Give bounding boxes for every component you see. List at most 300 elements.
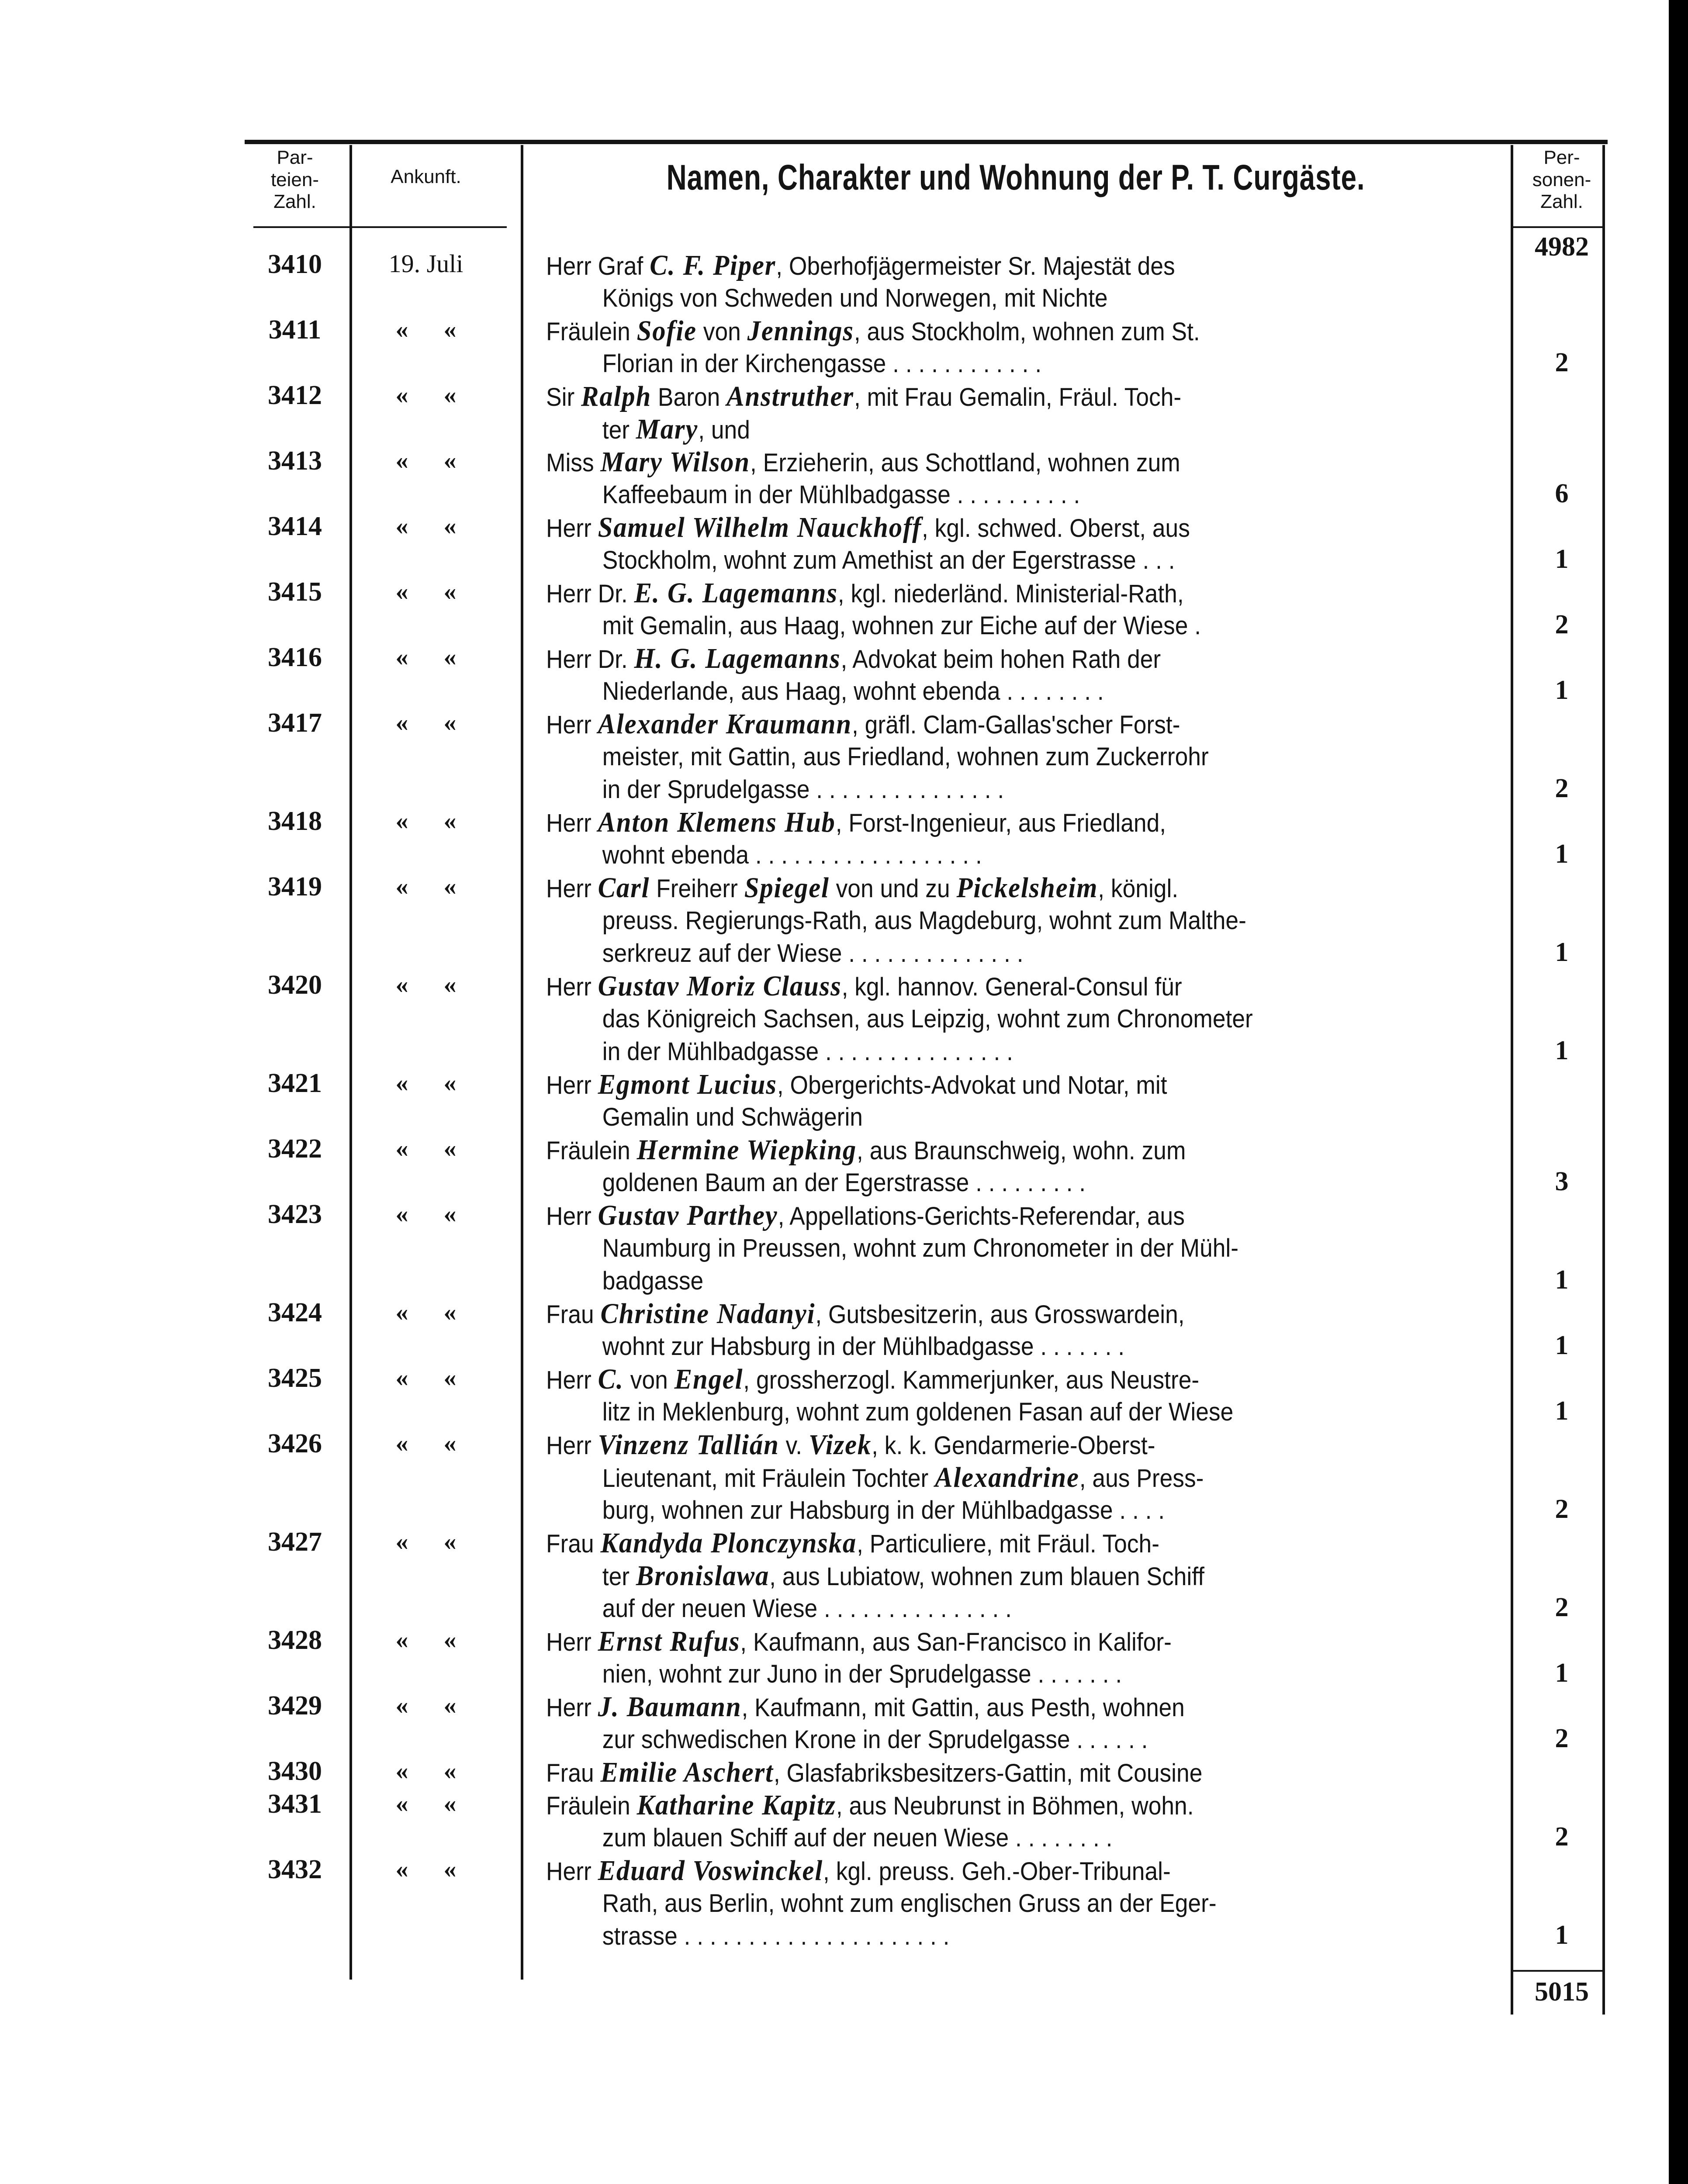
person-count: 2 bbox=[1555, 348, 1569, 377]
description-text: Fräulein bbox=[546, 1137, 637, 1165]
description-line bbox=[546, 970, 1619, 1002]
guest-name: Alexandrine bbox=[935, 1462, 1079, 1493]
ditto-mark: « bbox=[443, 1855, 457, 1883]
description-text: Herr bbox=[546, 1857, 598, 1886]
header-party-number bbox=[245, 147, 345, 213]
description-line bbox=[546, 1723, 1619, 1756]
description-line bbox=[546, 1068, 1619, 1101]
person-count: 1 bbox=[1555, 839, 1569, 869]
party-number: 3421 bbox=[268, 1068, 322, 1098]
ditto-mark: « bbox=[395, 1855, 408, 1883]
description-line bbox=[546, 1887, 1619, 1920]
person-count: 3 bbox=[1555, 1167, 1569, 1196]
ditto-mark: « bbox=[395, 1691, 408, 1719]
person-count: 1 bbox=[1555, 1265, 1569, 1295]
description-line bbox=[546, 1658, 1619, 1690]
description-line bbox=[546, 1461, 1619, 1494]
description-text: Herr bbox=[546, 1431, 598, 1460]
arrival-date bbox=[354, 708, 498, 737]
party-number: 3417 bbox=[268, 708, 322, 738]
description-text: wohnt zur Habsburg in der Mühlbadgasse . . . . . . . bbox=[602, 1332, 1125, 1361]
description-text: Herr bbox=[546, 711, 598, 739]
description-text: Florian in der Kirchengasse . . . . . . . . . . . . bbox=[602, 349, 1042, 378]
guest-name: C. F. Piper bbox=[650, 249, 776, 281]
guest-name: Jennings bbox=[747, 315, 854, 347]
arrival-date bbox=[354, 380, 498, 409]
ditto-mark: « bbox=[443, 1363, 457, 1392]
arrival-date bbox=[354, 970, 498, 999]
description-line bbox=[546, 1690, 1619, 1723]
header-persons-line-2: sonen- bbox=[1532, 169, 1591, 190]
description-line bbox=[546, 871, 1619, 904]
total-rule bbox=[1512, 1970, 1603, 1972]
description-text: Niederlande, aus Haag, wohnt ebenda . . . . . . . . bbox=[602, 677, 1104, 705]
person-count: 1 bbox=[1555, 937, 1569, 967]
header-title: Namen, Charakter und Wohnung der P. T. Curgäste. bbox=[666, 158, 1365, 197]
guest-name: H. G. Lagemanns bbox=[634, 643, 841, 674]
arrival-date bbox=[354, 1756, 498, 1785]
guest-name: Anton Klemens Hub bbox=[598, 806, 836, 838]
description-text: , kgl. schwed. Oberst, aus bbox=[922, 514, 1190, 543]
party-number: 3412 bbox=[268, 380, 322, 410]
description-text: , Particuliere, mit Fräul. Toch- bbox=[857, 1530, 1159, 1558]
person-count: 1 bbox=[1555, 675, 1569, 705]
description-line bbox=[546, 675, 1619, 708]
arrival-date bbox=[354, 806, 498, 835]
person-count: 1 bbox=[1555, 1920, 1569, 1950]
description-line bbox=[546, 1035, 1619, 1068]
description-text: , Glasfabriksbesitzers-Gattin, mit Cousine bbox=[773, 1759, 1203, 1787]
person-count: 6 bbox=[1555, 479, 1569, 508]
description-text: Herr Dr. bbox=[546, 645, 634, 674]
ditto-mark: « bbox=[443, 1298, 457, 1326]
description-line bbox=[546, 1002, 1619, 1035]
description-text: Fräulein bbox=[546, 318, 637, 346]
description-line bbox=[546, 1920, 1619, 1952]
description-text: Herr bbox=[546, 973, 598, 1001]
guest-name: Emilie Aschert bbox=[600, 1756, 774, 1788]
description-text: Miss bbox=[546, 449, 601, 477]
ditto-mark: « bbox=[395, 577, 408, 605]
description-line bbox=[546, 642, 1619, 675]
header-arrival: Ankunft. bbox=[391, 166, 461, 187]
description-text: , Oberhofjägermeister Sr. Majestät des bbox=[776, 252, 1175, 280]
description-text: meister, mit Gattin, aus Friedland, wohnen zum Zuckerrohr bbox=[602, 743, 1209, 771]
arrival-date: 19. Juli bbox=[388, 249, 464, 278]
arrival-date bbox=[354, 1527, 498, 1556]
description-line bbox=[546, 1756, 1619, 1789]
description-text: , königl. bbox=[1098, 874, 1179, 903]
description-text: Herr bbox=[546, 1366, 598, 1394]
guest-name: Vinzenz Tallián bbox=[598, 1429, 779, 1461]
ditto-mark: « bbox=[395, 970, 408, 999]
description-text: Rath, aus Berlin, wohnt zum englischen Gruss an der Eger- bbox=[602, 1889, 1217, 1918]
party-number: 3427 bbox=[268, 1527, 322, 1557]
guest-name: Katharine Kapitz bbox=[636, 1789, 836, 1821]
ditto-mark: « bbox=[395, 1625, 408, 1654]
description-line bbox=[546, 1363, 1619, 1396]
description-line bbox=[546, 1166, 1619, 1199]
guest-name: Kandyda Plonczynska bbox=[600, 1527, 857, 1559]
ditto-mark: « bbox=[443, 315, 457, 343]
description-text: , kgl. preuss. Geh.-Ober-Tribunal- bbox=[823, 1857, 1171, 1886]
ditto-mark: « bbox=[443, 577, 457, 605]
description-text: Herr bbox=[546, 514, 598, 543]
person-count: 2 bbox=[1555, 1724, 1569, 1753]
description-line bbox=[546, 314, 1619, 347]
description-text: zum blauen Schiff auf der neuen Wiese . . . . . . . . bbox=[602, 1824, 1113, 1852]
description-text: ter bbox=[602, 416, 636, 444]
arrival-date bbox=[354, 1363, 498, 1392]
description-text: Frau bbox=[546, 1759, 601, 1787]
party-number: 3414 bbox=[268, 511, 322, 541]
description-text: , Obergerichts-Advokat und Notar, mit bbox=[777, 1071, 1167, 1099]
arrival-date bbox=[354, 1297, 498, 1327]
description-line bbox=[546, 937, 1619, 970]
description-text: Sir bbox=[546, 383, 581, 411]
description-line bbox=[546, 1592, 1619, 1625]
arrival-date bbox=[354, 1789, 498, 1818]
guest-name: Mary bbox=[636, 413, 699, 445]
description-text: , grossherzogl. Kammerjunker, aus Neustre- bbox=[743, 1366, 1200, 1394]
header-underline-left bbox=[253, 226, 507, 228]
person-count: 2 bbox=[1555, 1593, 1569, 1622]
ditto-mark: « bbox=[395, 872, 408, 900]
description-line bbox=[546, 1265, 1619, 1297]
ditto-mark: « bbox=[395, 380, 408, 409]
party-number: 3423 bbox=[268, 1199, 322, 1229]
ditto-mark: « bbox=[395, 446, 408, 474]
header-party-line-1: Par- bbox=[277, 147, 313, 168]
description-line bbox=[546, 577, 1619, 609]
guest-description bbox=[546, 1068, 1688, 1133]
person-count: 2 bbox=[1555, 1494, 1569, 1524]
description-text: , Kaufmann, aus San-Francisco in Kalifor- bbox=[740, 1628, 1172, 1656]
header-person-count bbox=[1516, 147, 1608, 213]
description-text: Herr bbox=[546, 1693, 598, 1722]
ditto-mark: « bbox=[443, 511, 457, 540]
description-text: , Appellations-Gerichts-Referendar, aus bbox=[778, 1202, 1185, 1230]
party-number: 3410 bbox=[268, 249, 322, 279]
person-count: 2 bbox=[1555, 610, 1569, 639]
description-text: Herr bbox=[546, 874, 598, 903]
guest-description bbox=[546, 249, 1688, 314]
description-line bbox=[546, 1494, 1619, 1527]
description-text: von und zu bbox=[829, 874, 957, 903]
description-line bbox=[546, 740, 1619, 773]
description-line bbox=[546, 511, 1619, 544]
guest-name: Sofie bbox=[636, 315, 697, 347]
description-text: von bbox=[623, 1366, 675, 1394]
description-line bbox=[546, 839, 1619, 871]
description-text: Herr bbox=[546, 1071, 598, 1099]
description-text: preuss. Regierungs-Rath, aus Magdeburg, wohnt zum Malthe- bbox=[602, 906, 1246, 935]
guest-name: Mary Wilson bbox=[600, 446, 751, 478]
guest-description bbox=[546, 380, 1688, 446]
description-text: Herr bbox=[546, 1628, 598, 1656]
description-text: , und bbox=[698, 416, 750, 444]
description-line bbox=[546, 1396, 1619, 1428]
description-text: , kgl. hannov. General-Consul für bbox=[841, 973, 1182, 1001]
description-text: strasse . . . . . . . . . . . . . . . . . . . . . bbox=[602, 1922, 950, 1950]
description-text: , aus Stockholm, wohnen zum St. bbox=[854, 318, 1200, 346]
description-text: Baron bbox=[651, 383, 727, 411]
person-count: 1 bbox=[1555, 1330, 1569, 1360]
description-text: , Erzieherin, aus Schottland, wohnen zum bbox=[750, 449, 1180, 477]
arrival-date bbox=[354, 642, 498, 671]
description-text: in der Sprudelgasse . . . . . . . . . . . . . . . bbox=[602, 775, 1004, 804]
description-line bbox=[546, 413, 1619, 446]
ditto-mark: « bbox=[395, 1789, 408, 1818]
description-text: , aus Lubiatow, wohnen zum blauen Schiff bbox=[769, 1562, 1204, 1591]
description-text: ter bbox=[602, 1562, 636, 1591]
party-number: 3416 bbox=[268, 643, 322, 672]
description-line bbox=[546, 446, 1619, 478]
description-line bbox=[546, 904, 1619, 937]
guest-name: Engel bbox=[674, 1363, 744, 1395]
description-line bbox=[546, 1199, 1619, 1232]
description-text: auf der neuen Wiese . . . . . . . . . . . . . . . bbox=[602, 1594, 1012, 1623]
description-text: Naumburg in Preussen, wohnt zum Chronometer in der Mühl- bbox=[602, 1234, 1239, 1262]
person-count: 1 bbox=[1555, 1658, 1569, 1688]
description-line bbox=[546, 544, 1619, 577]
party-number: 3418 bbox=[268, 806, 322, 836]
description-line bbox=[546, 478, 1619, 511]
description-text: , Gutsbesitzerin, aus Grosswardein, bbox=[815, 1300, 1185, 1329]
guest-name: Gustav Parthey bbox=[598, 1199, 778, 1231]
ditto-mark: « bbox=[395, 315, 408, 343]
ditto-mark: « bbox=[443, 643, 457, 671]
ditto-mark: « bbox=[395, 806, 408, 835]
guest-name: Hermine Wiepking bbox=[636, 1134, 857, 1166]
party-number: 3413 bbox=[268, 446, 322, 476]
party-number: 3424 bbox=[268, 1298, 322, 1327]
description-line bbox=[546, 708, 1619, 740]
description-text: , gräfl. Clam-Gallas'scher Forst- bbox=[852, 711, 1180, 739]
ditto-mark: « bbox=[395, 1527, 408, 1555]
guest-name: J. Baumann bbox=[598, 1691, 742, 1723]
description-text: in der Mühlbadgasse . . . . . . . . . . . . . . . bbox=[602, 1037, 1013, 1066]
column-divider-2 bbox=[521, 145, 523, 1980]
description-text: Königs von Schweden und Norwegen, mit Nichte bbox=[602, 284, 1108, 312]
ditto-mark: « bbox=[395, 1068, 408, 1097]
description-text: , aus Press- bbox=[1079, 1464, 1204, 1493]
guest-name: E. G. Lagemanns bbox=[634, 577, 838, 609]
description-line bbox=[546, 282, 1619, 314]
ditto-mark: « bbox=[443, 1625, 457, 1654]
arrival-date bbox=[354, 1133, 498, 1163]
description-text: , aus Neubrunst in Böhmen, wohn. bbox=[836, 1792, 1194, 1820]
ditto-mark: « bbox=[395, 1298, 408, 1326]
header-persons-line-1: Per- bbox=[1543, 147, 1580, 168]
ditto-mark: « bbox=[443, 970, 457, 999]
description-text: burg, wohnen zur Habsburg in der Mühlbadgasse . . . . bbox=[602, 1496, 1165, 1524]
description-line bbox=[546, 773, 1619, 806]
description-line bbox=[546, 1789, 1619, 1821]
party-number: 3428 bbox=[268, 1625, 322, 1655]
description-line bbox=[546, 1330, 1619, 1363]
party-number: 3419 bbox=[268, 872, 322, 902]
arrival-date bbox=[354, 871, 498, 901]
person-count: 1 bbox=[1555, 544, 1569, 574]
ditto-mark: « bbox=[395, 1134, 408, 1162]
arrival-date bbox=[354, 1854, 498, 1883]
description-line bbox=[546, 249, 1619, 282]
guest-name: Christine Nadanyi bbox=[600, 1298, 816, 1330]
guest-name: Spiegel bbox=[744, 872, 830, 904]
description-text: serkreuz auf der Wiese . . . . . . . . . . . . . . bbox=[602, 939, 1024, 968]
description-line bbox=[546, 347, 1619, 380]
header-party-line-2: teien- bbox=[270, 169, 319, 190]
guest-name: Pickelsheim bbox=[956, 872, 1098, 904]
top-rule bbox=[245, 140, 1608, 144]
header-underline-right bbox=[1512, 226, 1603, 228]
party-number: 3426 bbox=[268, 1429, 322, 1458]
ditto-mark: « bbox=[443, 1429, 457, 1457]
description-text: v. bbox=[779, 1431, 809, 1460]
ditto-mark: « bbox=[443, 806, 457, 835]
description-text: , k. k. Gendarmerie-Oberst- bbox=[872, 1431, 1155, 1460]
ditto-mark: « bbox=[395, 643, 408, 671]
description-text: Stockholm, wohnt zum Amethist an der Egerstrasse . . . bbox=[602, 546, 1175, 574]
description-line bbox=[546, 1625, 1619, 1658]
person-count: 1 bbox=[1555, 1396, 1569, 1426]
description-text: goldenen Baum an der Egerstrasse . . . . . . . . . bbox=[602, 1168, 1086, 1197]
guest-name: Vizek bbox=[808, 1429, 872, 1461]
header-party-line-3: Zahl. bbox=[273, 191, 316, 213]
description-line bbox=[546, 1101, 1619, 1133]
description-text: von bbox=[696, 318, 747, 346]
description-text: Herr Graf bbox=[546, 252, 650, 280]
party-number: 3430 bbox=[268, 1756, 322, 1786]
party-number: 3411 bbox=[268, 315, 322, 345]
description-text: zur schwedischen Krone in der Sprudelgasse . . . . . . bbox=[602, 1725, 1148, 1754]
guest-name: Egmont Lucius bbox=[598, 1068, 777, 1100]
arrival-date bbox=[354, 1428, 498, 1458]
ditto-mark: « bbox=[395, 1429, 408, 1457]
party-number: 3425 bbox=[268, 1363, 322, 1393]
description-line bbox=[546, 1527, 1619, 1559]
ditto-mark: « bbox=[443, 1756, 457, 1785]
description-text: Frau bbox=[546, 1530, 601, 1558]
description-text: , Kaufmann, mit Gattin, aus Pesth, wohnen bbox=[741, 1693, 1185, 1722]
ditto-mark: « bbox=[443, 1068, 457, 1097]
description-line bbox=[546, 1133, 1619, 1166]
ditto-mark: « bbox=[395, 1363, 408, 1392]
arrival-date bbox=[354, 1690, 498, 1720]
arrival-date bbox=[354, 511, 498, 540]
description-line bbox=[546, 609, 1619, 642]
description-text: Freiherr bbox=[650, 874, 744, 903]
description-text: Kaffeebaum in der Mühlbadgasse . . . . . . . . . . bbox=[602, 480, 1080, 509]
party-number: 3432 bbox=[268, 1855, 322, 1884]
guest-name: Anstruther bbox=[726, 380, 854, 412]
column-divider-1 bbox=[349, 145, 352, 1980]
description-text: , mit Frau Gemalin, Fräul. Toch- bbox=[854, 383, 1182, 411]
description-text: das Königreich Sachsen, aus Leipzig, wohnt zum Chronometer bbox=[602, 1005, 1253, 1033]
description-line bbox=[546, 1559, 1619, 1592]
party-number: 3420 bbox=[268, 970, 322, 1000]
guest-list-sheet bbox=[245, 140, 1608, 2014]
carry-over-count: 4982 bbox=[1535, 232, 1589, 262]
total-count: 5015 bbox=[1535, 1977, 1589, 2007]
ditto-mark: « bbox=[395, 1199, 408, 1228]
ditto-mark: « bbox=[443, 1527, 457, 1555]
guest-description bbox=[546, 1756, 1688, 1789]
arrival-date bbox=[354, 1199, 498, 1228]
arrival-date bbox=[354, 446, 498, 475]
guest-name: Ralph bbox=[581, 380, 652, 412]
ditto-mark: « bbox=[443, 872, 457, 900]
description-text: , Advokat beim hohen Rath der bbox=[841, 645, 1161, 674]
description-text: Frau bbox=[546, 1300, 601, 1329]
description-text: mit Gemalin, aus Haag, wohnen zur Eiche auf der Wiese . bbox=[602, 612, 1201, 640]
description-text: Gemalin und Schwägerin bbox=[602, 1103, 863, 1131]
person-count: 2 bbox=[1555, 774, 1569, 803]
description-text: Fräulein bbox=[546, 1792, 637, 1820]
guest-name: Bronislawa bbox=[636, 1560, 770, 1592]
description-text: , Forst-Ingenieur, aus Friedland, bbox=[835, 809, 1166, 837]
person-count: 1 bbox=[1555, 1036, 1569, 1065]
arrival-date bbox=[354, 577, 498, 606]
ditto-mark: « bbox=[443, 1691, 457, 1719]
ditto-mark: « bbox=[443, 1789, 457, 1818]
description-text: Herr Dr. bbox=[546, 580, 634, 608]
party-number: 3431 bbox=[268, 1789, 322, 1819]
ditto-mark: « bbox=[443, 708, 457, 736]
description-text: litz in Meklenburg, wohnt zum goldenen Fasan auf der Wiese bbox=[602, 1398, 1234, 1426]
description-text: nien, wohnt zur Juno in der Sprudelgasse . . . . . . . bbox=[602, 1660, 1122, 1688]
description-text: , kgl. niederländ. Ministerial-Rath, bbox=[837, 580, 1184, 608]
guest-name: Samuel Wilhelm Nauckhoff bbox=[598, 511, 922, 543]
ditto-mark: « bbox=[395, 511, 408, 540]
ditto-mark: « bbox=[443, 1134, 457, 1162]
guest-name: Alexander Kraumann bbox=[598, 708, 852, 740]
guest-name: Eduard Voswinckel bbox=[598, 1855, 823, 1887]
guest-name: Gustav Moriz Clauss bbox=[598, 970, 842, 1002]
description-text: Herr bbox=[546, 809, 598, 837]
party-number: 3429 bbox=[268, 1691, 322, 1721]
description-line bbox=[546, 1821, 1619, 1854]
guest-name: C. bbox=[598, 1363, 624, 1395]
description-line bbox=[546, 1854, 1619, 1887]
ditto-mark: « bbox=[443, 380, 457, 409]
description-text: , aus Braunschweig, wohn. zum bbox=[857, 1137, 1186, 1165]
description-line bbox=[546, 1428, 1619, 1461]
description-text: badgasse bbox=[602, 1267, 704, 1295]
header-persons-line-3: Zahl. bbox=[1540, 191, 1583, 213]
description-text: Lieutenant, mit Fräulein Tochter bbox=[602, 1464, 935, 1493]
ditto-mark: « bbox=[443, 1199, 457, 1228]
person-count: 2 bbox=[1555, 1822, 1569, 1852]
party-number: 3415 bbox=[268, 577, 322, 607]
description-line bbox=[546, 806, 1619, 839]
party-number: 3422 bbox=[268, 1134, 322, 1164]
description-line bbox=[546, 380, 1619, 413]
description-line bbox=[546, 1297, 1619, 1330]
description-text: wohnt ebenda . . . . . . . . . . . . . . . . . . bbox=[602, 841, 982, 869]
ditto-mark: « bbox=[395, 708, 408, 736]
arrival-date bbox=[354, 314, 498, 344]
description-line bbox=[546, 1232, 1619, 1265]
arrival-date bbox=[354, 1625, 498, 1654]
description-text: Herr bbox=[546, 1202, 598, 1230]
ditto-mark: « bbox=[395, 1756, 408, 1785]
guest-name: Carl bbox=[598, 872, 650, 904]
ditto-mark: « bbox=[443, 446, 457, 474]
arrival-date bbox=[354, 1068, 498, 1097]
guest-name: Ernst Rufus bbox=[598, 1625, 740, 1657]
